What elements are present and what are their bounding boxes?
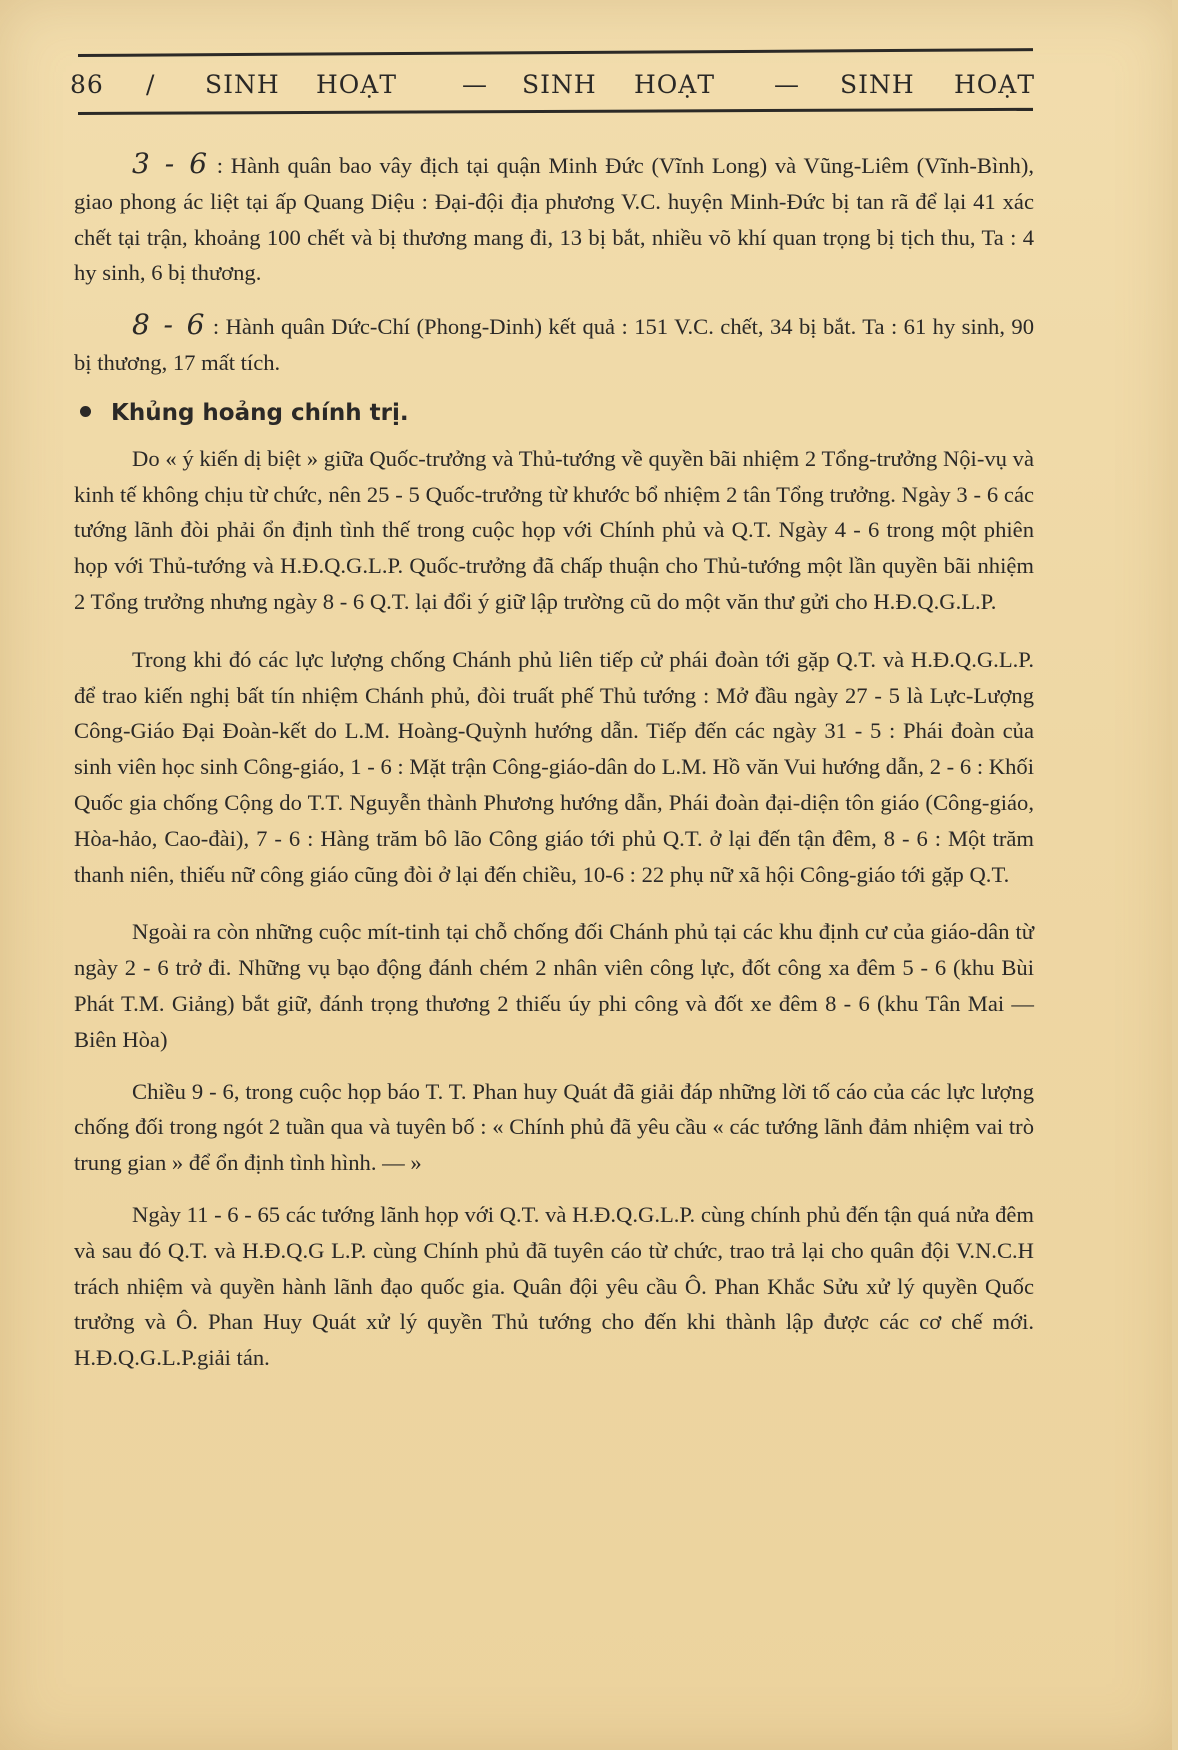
entry-text: : Hành quân Dức-Chí (Phong-Dinh) kết quả : 151 V.C. chết, 34 bị bắt. Ta : 61 hy sinh, 90 bị thương, 17 mất tích. xyxy=(74,314,1035,375)
header-rule-bottom xyxy=(78,108,1033,115)
section-heading-text: Khủng hoảng chính trị. xyxy=(111,399,409,426)
header-word: SINH xyxy=(522,70,597,99)
header-word: HOẠT xyxy=(634,70,716,99)
entry-paragraph xyxy=(74,307,1034,381)
running-header xyxy=(70,70,1035,104)
header-dash: — xyxy=(774,70,800,99)
header-slash: / xyxy=(146,70,156,99)
header-word: SINH xyxy=(840,70,915,99)
header-dash: — xyxy=(462,70,488,99)
bullet-icon xyxy=(80,406,91,417)
entry-text: : Hành quân bao vây địch tại quận Minh Đức (Vĩnh Long) và Vũng-Liêm (Vĩnh-Bình), giao phong ác liệt tại ấp Quang Diệu : Đại-đội địa phương V.C. huyện Minh-Đức bị tan rã để lại 41 xác chết tại trận, khoảng 100 chết và bị thương mang đi, 13 bị bắt, nhiều võ khí quan trọng bị tịch thu, Ta : 4 hy sinh, 6 bị thương. xyxy=(74,153,1034,286)
header-word: HOẠT xyxy=(954,70,1036,99)
body-paragraph: Ngày 11 - 6 - 65 các tướng lãnh họp với Q.T. và H.Đ.Q.G.L.P. cùng chính phủ đến tận quá nửa đêm và sau đó Q.T. và H.Đ.Q.G L.P. cùng Chính phủ đã tuyên cáo từ chức, trao trả lại cho quân đội V.N.C.H trách nhiệm và quyền hành lãnh đạo quốc gia. Quân đội yêu cầu Ô. Phan Khắc Sửu xử lý quyền Quốc trưởng và Ô. Phan Huy Quát xử lý quyền Thủ tướng cho đến khi thành lập được các cơ chế mới. H.Đ.Q.G.L.P.giải tán. xyxy=(74,1201,1034,1371)
page-edge xyxy=(1172,0,1178,1750)
entry-date: 8 - 6 xyxy=(132,308,207,342)
page-number: 86 xyxy=(70,70,104,99)
body-paragraph: Chiều 9 - 6, trong cuộc họp báo T. T. Phan huy Quát đã giải đáp những lời tố cáo của các lực lượng chống đối trong ngót 2 tuần qua và tuyên bố : « Chính phủ đã yêu cầu « các tướng lãnh đảm nhiệm vai trò trung gian » để ổn định tình hình. — » xyxy=(74,1078,1034,1176)
body-paragraph: Trong khi đó các lực lượng chống Chánh phủ liên tiếp cử phái đoàn tới gặp Q.T. và H.Đ.Q.G.L.P. để trao kiến nghị bất tín nhiệm Chánh phủ, đòi truất phế Thủ tướng : Mở đầu ngày 27 - 5 là Lực-Lượng Công-Giáo Đại Đoàn-kết do L.M. Hoàng-Quỳnh hướng dẫn. Tiếp đến các ngày 31 - 5 : Phái đoàn của sinh viên học sinh Công-giáo, 1 - 6 : Mặt trận Công-giáo-dân do L.M. Hồ văn Vui hướng dẫn, 2 - 6 : Khối Quốc gia chống Cộng do T.T. Nguyễn thành Phương hướng dẫn, Phái đoàn đại-diện tôn giáo (Công-giáo, Hòa-hảo, Cao-đài), 7 - 6 : Hàng trăm bô lão Công giáo tới phủ Q.T. ở lại đến tận đêm, 8 - 6 : Một trăm thanh niên, thiếu nữ công giáo cũng đòi ở lại đến chiều, 10-6 : 22 phụ nữ xã hội Công-giáo tới gặp Q.T. xyxy=(74,646,1034,887)
header-rule-top xyxy=(78,48,1033,57)
body-paragraph: Do « ý kiến dị biệt » giữa Quốc-trưởng và Thủ-tướng về quyền bãi nhiệm 2 Tổng-trưởng Nội-vụ và kinh tế không chịu từ chức, nên 25 - 5 Quốc-trưởng từ khước bổ nhiệm 2 tân Tổng trưởng. Ngày 3 - 6 các tướng lãnh đòi phải ổn định tình thế trong cuộc họp với Chính phủ và Q.T. Ngày 4 - 6 trong một phiên họp với Thủ-tướng và H.Đ.Q.G.L.P. Quốc-trưởng đã chấp thuận cho Thủ-tướng một lần quyền bãi nhiệm 2 Tổng trưởng nhưng ngày 8 - 6 Q.T. lại đổi ý giữ lập trường cũ do một văn thư gửi cho H.Đ.Q.G.L.P. xyxy=(74,445,1034,614)
header-word: HOẠT xyxy=(316,70,398,99)
body-paragraph: Ngoài ra còn những cuộc mít-tinh tại chỗ chống đối Chánh phủ tại các khu định cư của giáo-dân từ ngày 2 - 6 trở đi. Những vụ bạo động đánh chém 2 nhân viên công lực, đốt công xa đêm 5 - 6 (khu Bùi Phát T.M. Giảng) bắt giữ, đánh trọng thương 2 thiếu úy phi công và đốt xe đêm 8 - 6 (khu Tân Mai — Biên Hòa) xyxy=(74,919,1034,1052)
entry-date: 3 - 6 xyxy=(132,147,210,180)
article-body xyxy=(74,146,1034,1376)
section-heading xyxy=(74,397,1034,429)
entry-paragraph xyxy=(74,146,1034,291)
header-word: SINH xyxy=(205,70,280,99)
